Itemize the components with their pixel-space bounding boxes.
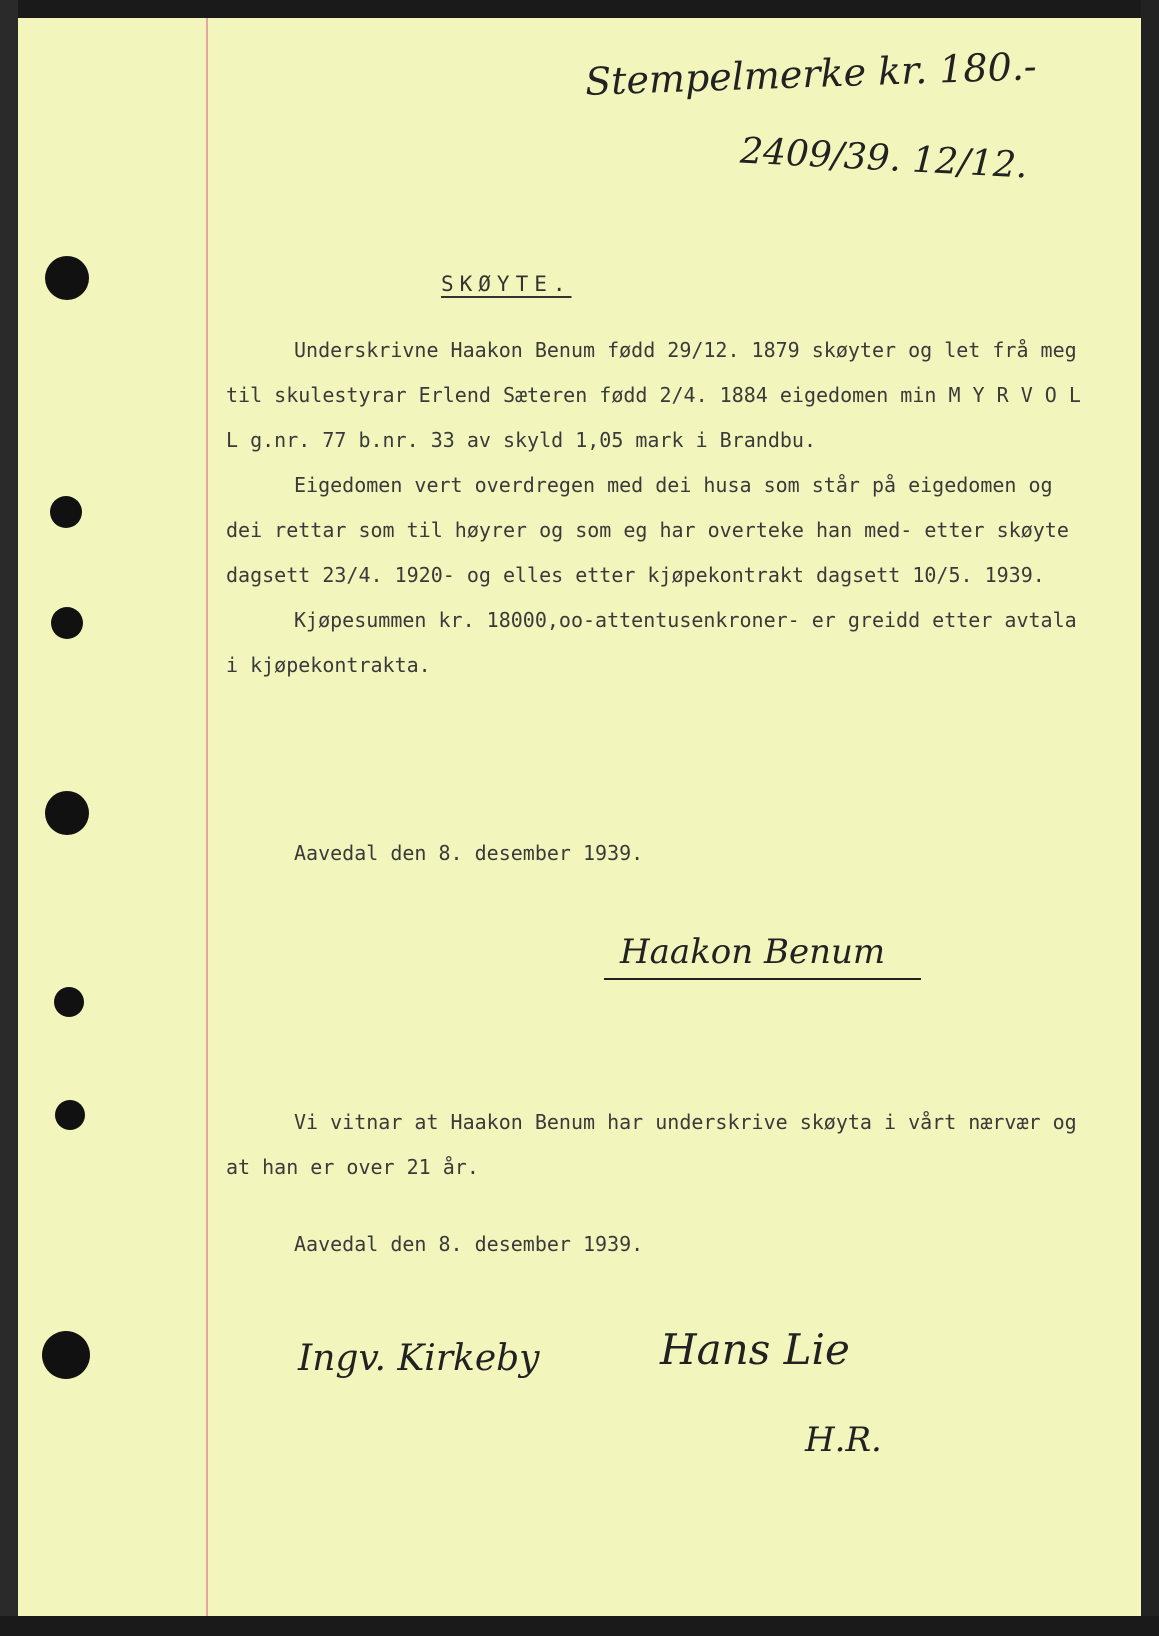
scan-edge-right	[1141, 0, 1159, 1636]
punch-hole	[42, 1331, 90, 1379]
paragraph-payment: Kjøpesummen kr. 18000,oo-attentusenkroner- er greidd etter avtala i kjøpekontrakta.	[226, 608, 1077, 677]
initials: H.R.	[805, 1420, 882, 1460]
document-body	[226, 328, 1096, 688]
witness-paragraph: Vi vitnar at Haakon Benum har underskrive skøyta i vårt nærvær og at han er over 21 år.	[226, 1110, 1077, 1179]
signature-seller: Haakon Benum	[620, 932, 886, 972]
punch-hole	[51, 607, 83, 639]
date-line-witness: Aavedal den 8. desember 1939.	[294, 1232, 644, 1256]
punch-hole	[45, 256, 89, 300]
paragraph-property: Eigedomen vert overdregen med dei husa som står på eigedomen og dei rettar som til høyrer og som eg har overteke han med- etter skøyte dagsett 23/4. 1920- og elles etter kjøpekontrakt dagsett 10/5. 1939.	[226, 473, 1069, 587]
punch-hole	[54, 987, 84, 1017]
scan-edge-top	[0, 0, 1159, 18]
handwritten-registration-number: 2409/39. 12/12.	[739, 130, 1029, 187]
punch-hole	[50, 496, 82, 528]
scan-edge-bottom	[0, 1616, 1159, 1636]
handwritten-stamp-fee: Stempelmerke kr. 180.-	[584, 44, 1038, 104]
document-title: SKØYTE.	[441, 272, 572, 296]
punch-hole	[55, 1100, 85, 1130]
witness-statement	[226, 1100, 1096, 1190]
signature-witness-2: Hans Lie	[660, 1325, 850, 1374]
scan-edge-left	[0, 0, 18, 1636]
margin-rule	[206, 18, 208, 1616]
signature-underline	[604, 978, 921, 980]
date-line: Aavedal den 8. desember 1939.	[294, 841, 644, 865]
punch-hole	[45, 791, 89, 835]
signature-witness-1: Ingv. Kirkeby	[298, 1338, 540, 1379]
paragraph-transfer: Underskrivne Haakon Benum fødd 29/12. 1879 skøyter og let frå meg til skulestyrar Erlend Sæteren fødd 2/4. 1884 eigedomen min M Y R V O L L g.nr. 77 b.nr. 33 av skyld 1,05 mark i Brandbu.	[226, 338, 1081, 452]
